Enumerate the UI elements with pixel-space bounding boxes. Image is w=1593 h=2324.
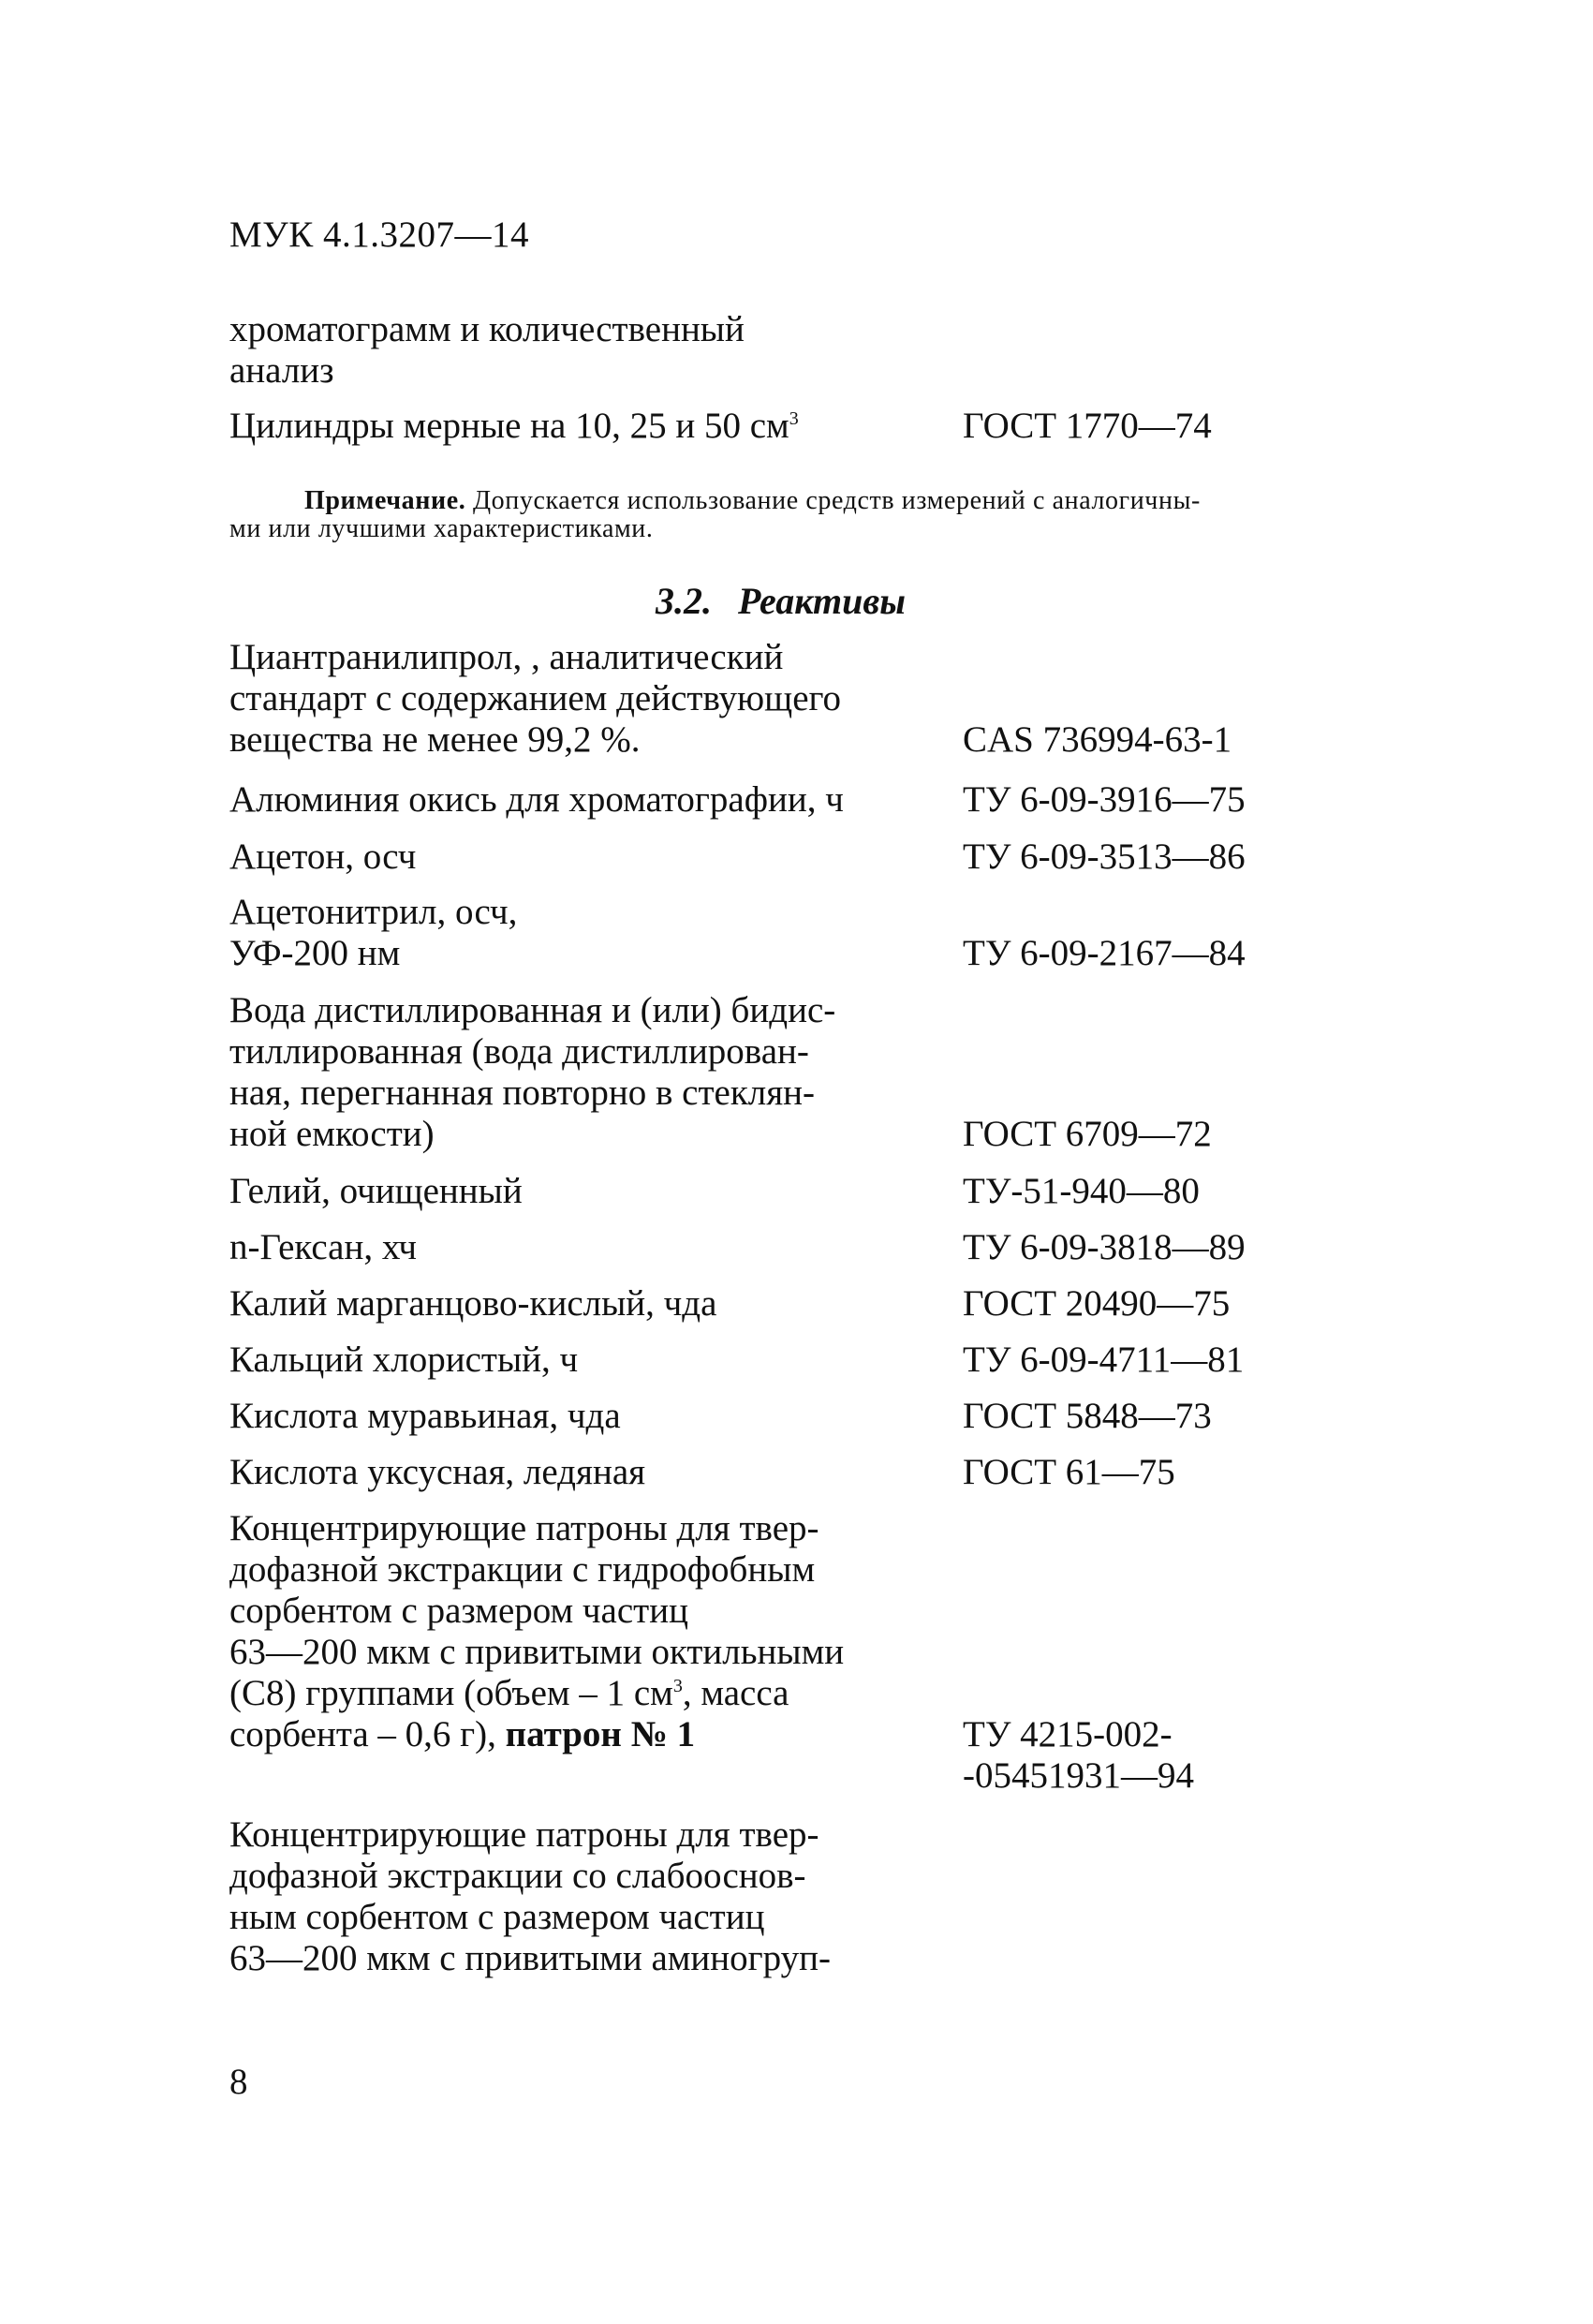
document-code: МУК 4.1.3207—14 bbox=[229, 215, 530, 255]
reagent-name-line: ным сорбентом с размером частиц bbox=[229, 1897, 765, 1937]
reagent-row bbox=[229, 779, 1316, 821]
reagent-name-line: Алюминия окись для хроматографии, ч bbox=[229, 779, 844, 820]
note-line-2: ми или лучшими характеристиками. bbox=[229, 514, 654, 543]
section-title bbox=[656, 579, 906, 623]
reagent-row bbox=[229, 836, 1316, 878]
reagent-row bbox=[229, 1227, 1316, 1268]
reagent-name-line: Ацетонитрил, осч, bbox=[229, 892, 518, 932]
item-standard: ГОСТ 1770—74 bbox=[963, 406, 1212, 446]
reagent-standard: ТУ 6-09-3916—75 bbox=[963, 779, 1246, 820]
reagent-standard-line: -05451931—94 bbox=[963, 1755, 1194, 1796]
reagent-name-line: Кислота уксусная, ледяная bbox=[229, 1452, 646, 1492]
reagent-row bbox=[229, 892, 1316, 974]
text-line: анализ bbox=[229, 350, 334, 391]
reagent-standard-line: ТУ 4215-002- bbox=[963, 1714, 1173, 1754]
reagent-name-line: Гелий, очищенный bbox=[229, 1171, 523, 1211]
reagent-name-line: n-Гексан, хч bbox=[229, 1227, 417, 1267]
reagent-name-line: дофазной экстракции со слабооснов- bbox=[229, 1856, 806, 1896]
reagent-standard: ГОСТ 20490—75 bbox=[963, 1283, 1231, 1324]
reagent-row bbox=[229, 1340, 1316, 1381]
reagent-name-line: (С8) группами (объем – 1 $см^3$, масса bbox=[229, 1673, 789, 1713]
reagent-standard: ГОСТ 5848—73 bbox=[963, 1396, 1212, 1436]
reagent-standard: ГОСТ 6709—72 bbox=[963, 1114, 1212, 1154]
reagent-name-line: вещества не менее 99,2 %. bbox=[229, 719, 641, 760]
reagent-standard: ТУ 6-09-2167—84 bbox=[963, 933, 1246, 973]
reagent-standard: ТУ 6-09-4711—81 bbox=[963, 1340, 1245, 1380]
reagent-row bbox=[229, 1171, 1316, 1212]
reagent-name-line: дофазной экстракции с гидрофобным bbox=[229, 1549, 816, 1590]
reagent-name-line: Кислота муравьиная, чда bbox=[229, 1396, 621, 1436]
reagent-row bbox=[229, 1396, 1316, 1437]
reagent-name-line: сорбента – 0,6 г), патрон № 1 bbox=[229, 1714, 696, 1754]
reagent-name-line: сорбентом с размером частиц bbox=[229, 1591, 688, 1631]
cartridge-label: патрон № 1 bbox=[505, 1714, 696, 1754]
reagent-name-line: Циантранилипрол, , аналитический bbox=[229, 637, 784, 677]
reagent-standard: CAS 736994-63-1 bbox=[963, 719, 1232, 760]
reagent-name-line: Вода дистиллированная и (или) бидис- bbox=[229, 990, 836, 1030]
reagent-name-line: ная, перегнанная повторно в стеклян- bbox=[229, 1073, 816, 1113]
note bbox=[229, 487, 1381, 543]
section-name: Реактивы bbox=[738, 580, 906, 622]
reagent-standard: ТУ 6-09-3818—89 bbox=[963, 1227, 1246, 1267]
reagent-name-line: Ацетон, осч bbox=[229, 836, 417, 877]
reagent-standard: ТУ 6-09-3513—86 bbox=[963, 836, 1246, 877]
reagent-standard: ТУ-51-940—80 bbox=[963, 1171, 1200, 1211]
reagent-name-line: стандарт с содержанием действующего bbox=[229, 678, 842, 718]
reagent-row bbox=[229, 990, 1316, 1155]
reagent-row bbox=[229, 1283, 1316, 1325]
reagent-name-line: ной емкости) bbox=[229, 1114, 435, 1154]
item-name: Цилиндры мерные на 10, 25 и 50 $см^3$ bbox=[229, 406, 799, 446]
reagent-name-line: тиллированная (вода дистиллирован- bbox=[229, 1031, 809, 1072]
reagent-name-line: Концентрирующие патроны для твер- bbox=[229, 1814, 819, 1855]
reagent-name-line: Концентрирующие патроны для твер- bbox=[229, 1508, 819, 1548]
note-line-1: Примечание. Допускается использование средств измерений с аналогичны- bbox=[229, 487, 1381, 515]
section-number: 3.2. bbox=[656, 580, 712, 622]
page-number: 8 bbox=[229, 2062, 248, 2102]
reagent-name-line: Кальций хлористый, ч bbox=[229, 1340, 579, 1380]
reagent-name-line: Калий марганцово-кислый, чда bbox=[229, 1283, 717, 1324]
reagent-name-line: УФ-200 нм bbox=[229, 933, 401, 973]
reagent-standard: ГОСТ 61—75 bbox=[963, 1452, 1175, 1492]
reagent-row bbox=[229, 637, 1316, 761]
reagent-name-line: 63—200 мкм с привитыми октильными bbox=[229, 1632, 845, 1672]
reagent-row bbox=[229, 1452, 1316, 1493]
text-line: хроматограмм и количественный bbox=[229, 309, 745, 349]
note-label: Примечание. bbox=[304, 486, 466, 515]
equipment-row-cylinders bbox=[229, 406, 1316, 447]
reagent-name-line: 63—200 мкм с привитыми аминогруп- bbox=[229, 1938, 832, 1978]
